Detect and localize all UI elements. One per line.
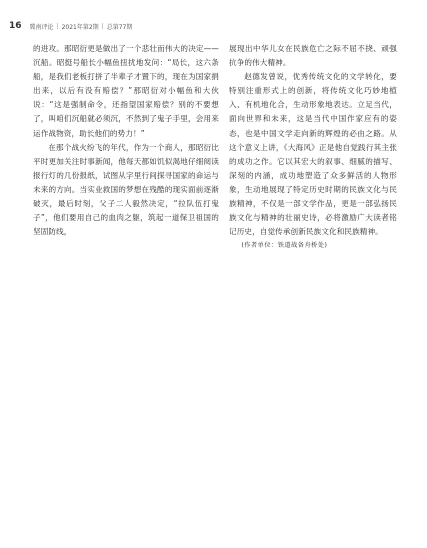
issue-label: 2021年第2期 — [61, 23, 99, 31]
author-note: (作者单位：铁道战备舟桥处) — [241, 242, 328, 250]
paragraph: 展现出中华儿女在民族危亡之际不屈不挠、顽强抗争的伟大精神。 — [229, 44, 397, 68]
paragraph: 的进攻。那昭衍更是做出了一个悲壮而伟大的决定——沉船。昭挺号船长小幅鱼扭扰地发问：“局长，这六条船，是我们老板打拼了半辈子才置下的，现在为国家捐出来，以后有没有赔偿？”那昭衍对小幅鱼和大伙说：“这是强制命令，还指望国家赔偿？别的不要想了，叫咱们沉船就必须沉，不然到了鬼子手里，会用来运作战物资，助长他们的势力！” — [33, 44, 219, 138]
paragraph: 赵德发曾说，优秀传统文化的文学转化，要特别注重形式上的创新，将传统文化巧妙地植入、有机地化合，生动形象地表达。立足当代，面向世界和未来，这是当代中国作家应有的姿态，也是中国文学走向新的辉煌的必由之路。从这个意义上讲，《大海风》正是他自觉践行其主张的成功之作。它以其宏大的叙事、细腻的描写、深刻的内涵，成功地塑造了众多鲜活的人物形象，生动地展现了特定历史时期的民族文化与民族精神，不仅是一部文学作品，更是一部弘扬民族文化与精神的壮丽史诗，必将激励广大读者铭记历史，自觉传承创新民族文化和民族精神。 — [229, 72, 397, 237]
header-separator: | — [56, 22, 59, 30]
magazine-name: 冀南评论 — [29, 23, 54, 31]
page-number: 16 — [9, 21, 22, 31]
page-header — [9, 20, 132, 32]
total-issue-label: 总第77期 — [106, 23, 133, 31]
header-separator: | — [101, 22, 104, 30]
paragraph: 在那个战火纷飞的年代，作为一个商人，那昭衍比平时更加关注时事新闻，他每天都如饥似渴地仔细阅读报行灯的几份报纸，试图从字里行间探寻国家的命运与未来的方向。当实业救国的梦想在残酷的现实面前逐渐破灭，最后时刻，父子二人毅然决定，“拉队伍打鬼子”，他们要用自己的血肉之躯，筑起一道保卫祖国的坚固防线， — [33, 142, 219, 237]
left-column — [33, 42, 219, 239]
right-column — [229, 42, 397, 253]
